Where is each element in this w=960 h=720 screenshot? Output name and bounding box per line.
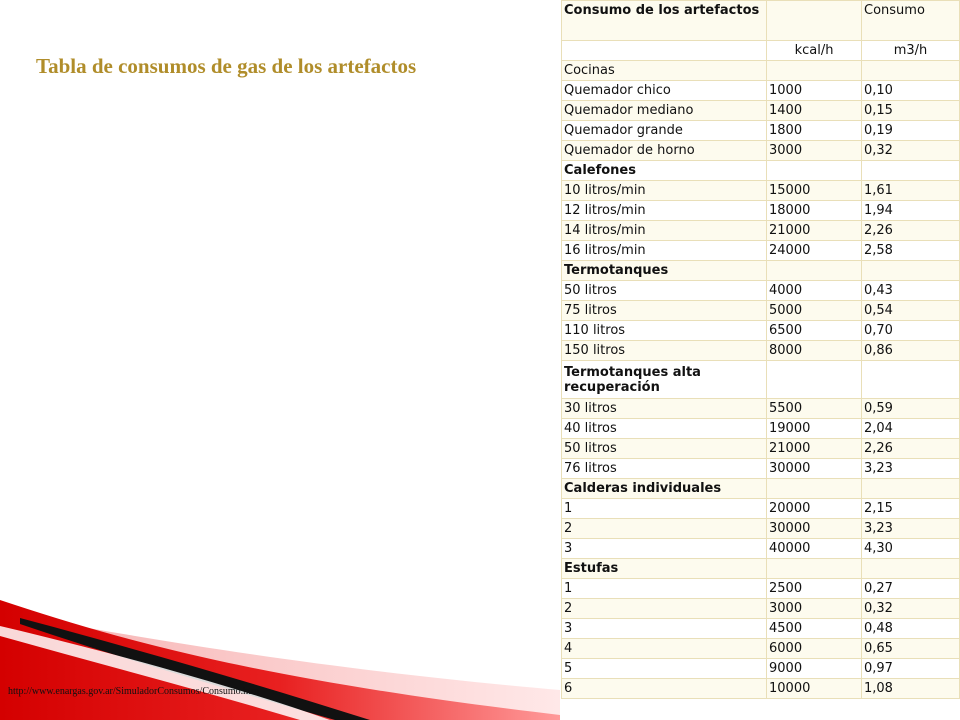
table-row: [562, 241, 960, 261]
cell-m3: 0,97: [862, 659, 960, 679]
cell-m3: 1,94: [862, 201, 960, 221]
table-row: [562, 439, 960, 459]
table-row: [562, 659, 960, 679]
cell-artifact: 5: [562, 659, 767, 679]
cell-artifact: 2: [562, 599, 767, 619]
cell-m3: [862, 361, 960, 399]
cell-artifact: 76 litros: [562, 459, 767, 479]
table-row: [562, 599, 960, 619]
slide-title: Tabla de consumos de gas de los artefactos: [36, 54, 417, 78]
cell-artifact: 50 litros: [562, 281, 767, 301]
cell-m3: 3,23: [862, 519, 960, 539]
cell-kcal: 4500: [767, 619, 862, 639]
table-row: [562, 61, 960, 81]
cell-kcal: [767, 61, 862, 81]
cell-kcal: 30000: [767, 459, 862, 479]
cell-m3: [862, 61, 960, 81]
table-row: [562, 399, 960, 419]
cell-m3: 0,15: [862, 101, 960, 121]
table-row: [562, 321, 960, 341]
cell-kcal: 1000: [767, 81, 862, 101]
table-row: [562, 679, 960, 699]
cell-kcal: 24000: [767, 241, 862, 261]
cell-m3: 2,58: [862, 241, 960, 261]
cell-artifact: Quemador grande: [562, 121, 767, 141]
cell-artifact: 3: [562, 539, 767, 559]
cell-kcal: 20000: [767, 499, 862, 519]
table-row: [562, 81, 960, 101]
table-row: [562, 619, 960, 639]
cell-kcal: [767, 161, 862, 181]
header-cell-artifact: Consumo de los artefactos: [562, 1, 767, 41]
cell-artifact: 3: [562, 619, 767, 639]
cell-kcal: 21000: [767, 221, 862, 241]
table-header-row: [562, 1, 960, 41]
table-row: [562, 361, 960, 399]
cell-kcal: 4000: [767, 281, 862, 301]
units-cell-empty: [562, 41, 767, 61]
cell-m3: 0,32: [862, 599, 960, 619]
cell-kcal: 21000: [767, 439, 862, 459]
cell-m3: [862, 559, 960, 579]
cell-m3: 1,08: [862, 679, 960, 699]
units-cell-m3: m3/h: [862, 41, 960, 61]
cell-artifact: 6: [562, 679, 767, 699]
cell-m3: 0,32: [862, 141, 960, 161]
cell-m3: [862, 479, 960, 499]
table-body: [562, 1, 960, 699]
cell-kcal: 30000: [767, 519, 862, 539]
cell-artifact: Quemador chico: [562, 81, 767, 101]
cell-kcal: 5500: [767, 399, 862, 419]
cell-kcal: 9000: [767, 659, 862, 679]
cell-kcal: [767, 559, 862, 579]
cell-artifact: 2: [562, 519, 767, 539]
cell-m3: 0,54: [862, 301, 960, 321]
cell-artifact: 10 litros/min: [562, 181, 767, 201]
table-row: [562, 141, 960, 161]
table-row: [562, 459, 960, 479]
cell-artifact: Termotanques alta recuperación: [562, 361, 767, 399]
table-units-row: [562, 41, 960, 61]
cell-kcal: [767, 261, 862, 281]
cell-m3: 0,10: [862, 81, 960, 101]
cell-m3: 0,43: [862, 281, 960, 301]
table-row: [562, 579, 960, 599]
cell-artifact: 16 litros/min: [562, 241, 767, 261]
table-row: [562, 559, 960, 579]
cell-kcal: 2500: [767, 579, 862, 599]
cell-m3: 1,61: [862, 181, 960, 201]
cell-m3: 0,27: [862, 579, 960, 599]
cell-artifact: 1: [562, 499, 767, 519]
cell-artifact: Cocinas: [562, 61, 767, 81]
gas-consumption-table: [561, 0, 960, 699]
cell-artifact: 12 litros/min: [562, 201, 767, 221]
table-row: [562, 539, 960, 559]
table-row: [562, 201, 960, 221]
cell-artifact: Calderas individuales: [562, 479, 767, 499]
cell-artifact: 14 litros/min: [562, 221, 767, 241]
cell-artifact: 50 litros: [562, 439, 767, 459]
cell-m3: 0,19: [862, 121, 960, 141]
table-row: [562, 301, 960, 321]
cell-m3: 0,86: [862, 341, 960, 361]
cell-kcal: 40000: [767, 539, 862, 559]
cell-artifact: Estufas: [562, 559, 767, 579]
table-row: [562, 261, 960, 281]
table-row: [562, 161, 960, 181]
cell-m3: [862, 261, 960, 281]
header-cell-consumo: Consumo: [862, 1, 960, 41]
cell-artifact: Quemador mediano: [562, 101, 767, 121]
cell-kcal: 18000: [767, 201, 862, 221]
table-row: [562, 419, 960, 439]
cell-m3: 4,30: [862, 539, 960, 559]
table-row: [562, 519, 960, 539]
table-row: [562, 639, 960, 659]
cell-m3: 0,65: [862, 639, 960, 659]
table-row: [562, 181, 960, 201]
cell-m3: 3,23: [862, 459, 960, 479]
cell-artifact: 1: [562, 579, 767, 599]
cell-kcal: 3000: [767, 599, 862, 619]
cell-kcal: 5000: [767, 301, 862, 321]
cell-artifact: 30 litros: [562, 399, 767, 419]
cell-artifact: Quemador de horno: [562, 141, 767, 161]
cell-artifact: Termotanques: [562, 261, 767, 281]
table-row: [562, 341, 960, 361]
table-row: [562, 479, 960, 499]
source-url[interactable]: http://www.enargas.gov.ar/SimuladorConsumos/Consumo.htm: [8, 686, 259, 697]
units-cell-kcal: kcal/h: [767, 41, 862, 61]
cell-m3: 2,15: [862, 499, 960, 519]
cell-artifact: 75 litros: [562, 301, 767, 321]
cell-m3: 0,48: [862, 619, 960, 639]
cell-artifact: 4: [562, 639, 767, 659]
cell-kcal: 6000: [767, 639, 862, 659]
cell-kcal: 15000: [767, 181, 862, 201]
table-row: [562, 499, 960, 519]
table-row: [562, 101, 960, 121]
cell-m3: 0,59: [862, 399, 960, 419]
table-row: [562, 221, 960, 241]
cell-artifact: Calefones: [562, 161, 767, 181]
cell-kcal: [767, 361, 862, 399]
cell-kcal: 3000: [767, 141, 862, 161]
cell-artifact: 150 litros: [562, 341, 767, 361]
cell-kcal: 10000: [767, 679, 862, 699]
cell-artifact: 110 litros: [562, 321, 767, 341]
cell-kcal: 6500: [767, 321, 862, 341]
cell-m3: [862, 161, 960, 181]
cell-kcal: 8000: [767, 341, 862, 361]
cell-kcal: 1800: [767, 121, 862, 141]
cell-m3: 2,04: [862, 419, 960, 439]
cell-kcal: [767, 479, 862, 499]
cell-kcal: 1400: [767, 101, 862, 121]
cell-kcal: 19000: [767, 419, 862, 439]
cell-m3: 2,26: [862, 439, 960, 459]
cell-m3: 0,70: [862, 321, 960, 341]
cell-artifact: 40 litros: [562, 419, 767, 439]
table-row: [562, 281, 960, 301]
header-cell-empty: [767, 1, 862, 41]
cell-m3: 2,26: [862, 221, 960, 241]
table-row: [562, 121, 960, 141]
